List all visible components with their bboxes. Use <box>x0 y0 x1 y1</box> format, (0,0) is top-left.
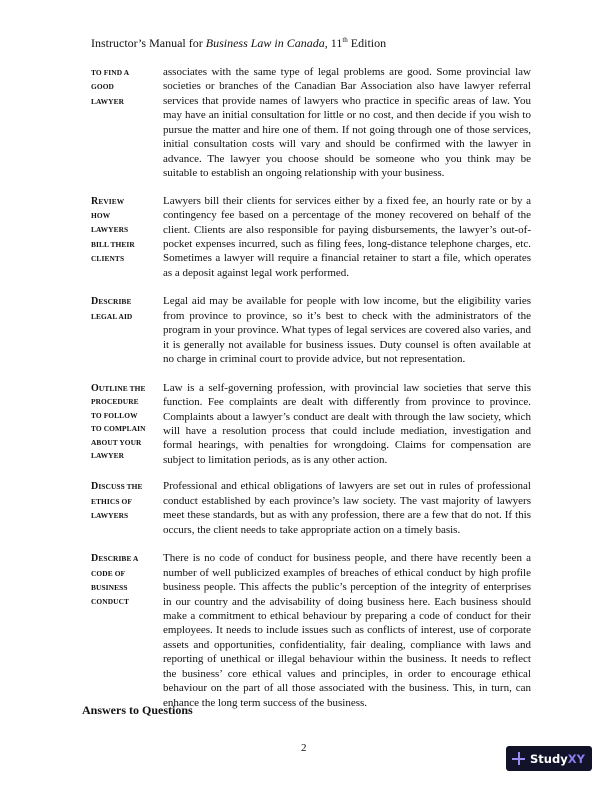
label-line: LEGAL AID <box>91 311 133 321</box>
label-cap: D <box>91 481 99 493</box>
section-text: Law is a self-governing profession, with provincial law societies that serve this function. Fee complaints are dealt with differently from province to province. Complaints about a lawyer’s conduct are dealt with through the law society, which will have a resolution process that could include mediation, investigation and formal hearings, with penalties for wrongdoing. Claims for compensation are subject to limitation periods, as is any other action. <box>163 381 531 466</box>
book-title: Business Law in Canada <box>205 36 325 50</box>
section-label <box>91 381 163 468</box>
label-line: CODE OF <box>91 568 126 578</box>
label-line: LAWYER <box>91 451 125 461</box>
plus-icon <box>512 752 525 765</box>
label-line: CONDUCT <box>91 597 130 607</box>
header-prefix: Instructor’s Manual for <box>91 36 206 50</box>
label-line: PROCEDURE <box>91 397 139 407</box>
section-business-conduct <box>91 551 531 710</box>
label-line: BILL THEIR <box>91 239 135 249</box>
edition-word: Edition <box>347 36 387 50</box>
label-rest: ESCRIBE <box>98 297 132 307</box>
label-cap: D <box>91 296 99 308</box>
section-text: Lawyers bill their clients for services either by a fixed fee, an hourly rate or by a contingency fee based on a percentage of the money recovered on behalf of the client. Clients are also responsible for paying disbursements, the lawyer’s out-of-pocket expenses incurred, such as filing fees, long-distance telephone charges, etc. Sometimes a lawyer will require a financial retainer to start a file, which operates as a deposit against legal work performed. <box>163 194 531 279</box>
page-number: 2 <box>301 742 307 754</box>
section-text: Professional and ethical obligations of lawyers are set out in rules of professional conduct established by each province’s law society. The vast majority of lawyers meet these standards, but as with any profession, there are a few that do not. If this occurs, the client needs to take appropriate action on a timely basis. <box>163 480 531 536</box>
label-line: TO FIND A <box>91 68 130 77</box>
label-cap: R <box>91 195 99 207</box>
label-line: LAWYER <box>91 96 125 106</box>
label-line <box>91 552 163 566</box>
label-cap: D <box>91 553 99 565</box>
section-text: Legal aid may be available for people with low income, but the eligibility varies from province to province, so it’s best to check with the administrators of the program in your province. What types of legal services are covered also varies, and it is generally not available for business issues. Duty counsel is often available at no charge in criminal court to provide advice, but not representation. <box>163 295 531 366</box>
section-text: There is no code of conduct for business people, and there have recently been a number of well publicized examples of breaches of ethical conduct by high profile business people. This affects the public’s perception of the integrity of enterprises in our country and the advisability of doing business here. Each business should make a commitment to ethical behaviour by preparing a code of conduct for their employees. It needs to include issues such as conflicts of interest, use of corporate assets and opportunities, confidentiality, fair dealing, compliance with laws and reporting of unethical or illegal behaviour within the business. It needs to reflect the business’ core ethical values and principles, in order to encourage ethical behaviour on the part of all those associated with the business. This, in turn, can enhance the long term success of the business. <box>163 552 531 709</box>
objectives-content <box>91 65 531 724</box>
label-rest: UTLINE THE <box>98 383 146 393</box>
section-find-lawyer <box>91 65 531 181</box>
brand-accent: XY <box>567 751 585 766</box>
section-label <box>91 551 163 710</box>
studyxy-badge[interactable] <box>506 746 592 771</box>
label-line: TO COMPLAIN <box>91 424 146 434</box>
label-line <box>91 382 163 396</box>
label-line <box>91 295 163 309</box>
answers-heading: Answers to Questions <box>82 703 193 717</box>
edition-suffix: th <box>342 36 348 44</box>
label-line: LAWYERS <box>91 511 129 521</box>
label-line <box>91 195 163 209</box>
label-line: ABOUT YOUR <box>91 437 142 447</box>
section-ethics <box>91 479 531 537</box>
label-rest: EVIEW <box>98 196 125 206</box>
label-line: BUSINESS <box>91 582 128 592</box>
section-billing <box>91 194 531 281</box>
label-line: GOOD <box>91 82 114 92</box>
label-rest: ESCRIBE A <box>98 554 139 564</box>
section-label <box>91 194 163 281</box>
section-label <box>91 479 163 537</box>
label-line: TO FOLLOW <box>91 410 138 420</box>
label-line: CLIENTS <box>91 254 125 264</box>
label-line: LAWYERS <box>91 225 129 235</box>
label-line: HOW <box>91 211 111 221</box>
section-label <box>91 65 163 181</box>
section-label <box>91 294 163 366</box>
label-line: ETHICS OF <box>91 496 132 506</box>
edition-number: , 11 <box>324 36 343 50</box>
section-complaints <box>91 381 531 468</box>
page-header <box>91 36 386 50</box>
brand-main: Study <box>530 751 568 766</box>
label-rest: ISCUSS THE <box>98 482 143 492</box>
section-text: associates with the same type of legal problems are good. Some provincial law societies or branches of the Canadian Bar Association also have lawyer referral services that provide names of lawyers who practice in specific areas of law. You may have an initial consultation for little or no cost, and then decide if you wish to pursue the matter and hire one of them. If not going through one of those services, initial consultation costs will vary and should be confirmed with the lawyer in advance. The lawyer you choose should be someone who you think may be suitable to establish an ongoing relationship with your business. <box>163 66 531 180</box>
label-cap: O <box>91 382 99 394</box>
label-line <box>91 480 163 494</box>
section-legal-aid <box>91 294 531 366</box>
